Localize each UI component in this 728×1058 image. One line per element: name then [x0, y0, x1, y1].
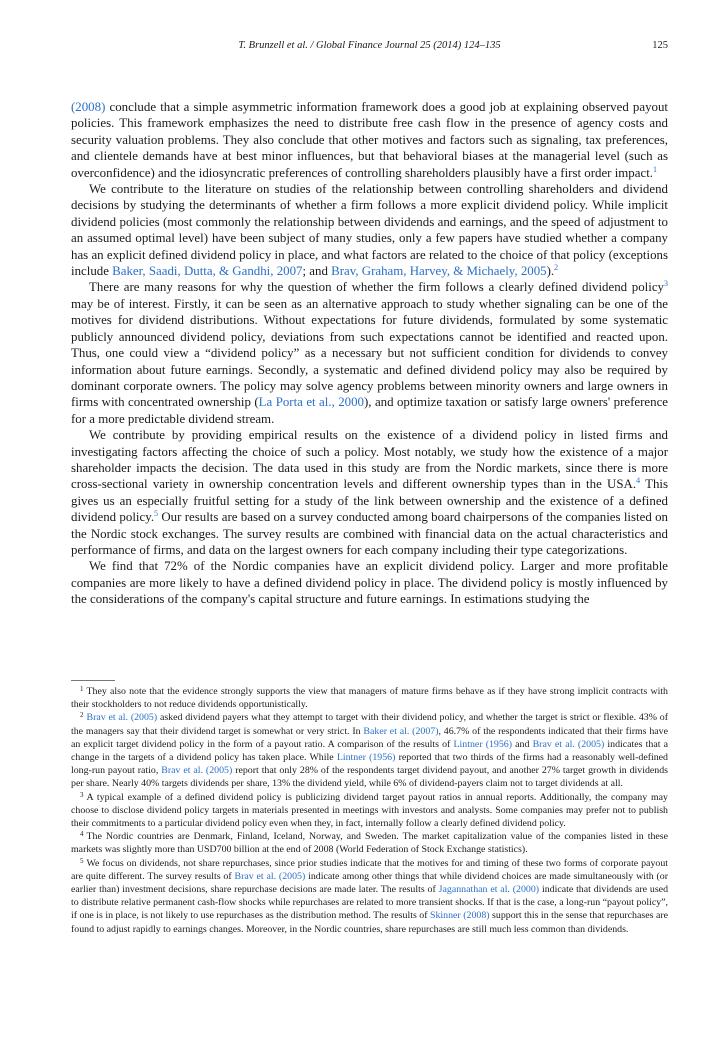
text-run: We contribute by providing empirical results on the existence of a dividend policy in listed firms and investigating factors affecting the choice of such a policy. Most notably, we study how the existence of a major shareholder impacts the decision. The data used in this study are from the Nordic markets, since there is more cross-sectional variety in ownership concentration levels and different ownership types than in the USA. [71, 428, 668, 492]
footnote-number: 4 [80, 830, 84, 839]
text-run: We contribute to the literature on studies of the relationship between controlling shareholders and dividend decisions by studying the determinants of whether a firm follows a more explicit dividend policy. While implicit dividend policies (most commonly the relationship between dividends and earnings, and the speed of adjustment to an assumed optimal level) have been subject of many studies, only a few papers have studied whether a company has an explicit defined dividend policy in place, and what factors are related to the choice of that policy (exceptions include [71, 182, 668, 279]
text-run: indicates that a change in the targets of a dividend policy has taken place. While [71, 738, 668, 764]
footnote-marker[interactable]: 1 [653, 164, 657, 174]
text-run: indicate that dividends are used to distribute relative permanent cash-flow shocks while repurchases are related to more transient shocks. If that is the case, a long-run “payout policy”, if one is in place, is not likely to use repurchases as the distribution method. The results of [71, 884, 669, 922]
text-run: This gives us an especially fruitful setting for a study of the link between ownership and the existence of a defined dividend policy. [71, 477, 668, 525]
citation-link[interactable]: La Porta et al., 2000 [258, 395, 365, 410]
paragraph-1 [71, 99, 668, 181]
text-run: , 46.7% of the respondents indicated that their firms have an explicit target dividend policy in the form of a payout ratio. A comparison of the results of [71, 725, 668, 750]
text-run: ). [546, 264, 555, 279]
citation-link[interactable]: Brav et al. (2005) [86, 712, 158, 724]
footnote-marker[interactable]: 2 [554, 263, 559, 273]
text-run: support this in the sense that repurchases are found to adjust rapidly to earnings changes. Moreover, in the Nordic countries, share repurchases are still much less common than dividends. [71, 910, 668, 935]
text-run: conclude that a simple asymmetric information framework does a good job at explaining observed payout policies. This framework emphasizes the need to distribute free cash flow in the presence of agency costs and security valuation problems. They also conclude that other motives and factors such as signaling, tax preferences, and clientele demands have at best minor influences, but that behavioral biases at the managerial level (such as overconfidence) and the idiosyncratic preferences of controlling shareholders plausibly have a first order impact. [71, 100, 668, 180]
article-body [71, 99, 668, 608]
footnote-number: 1 [80, 685, 84, 693]
text-run: Our results are based on a survey conducted among board chairpersons of the companies listed on the Nordic stock exchanges. The survey results are combined with financial data on the actual characteristics and performance of firms, and data on the largest owners for each company including their type categorizations. [71, 510, 668, 557]
footnote-2 [71, 711, 668, 790]
citation-link[interactable]: Jagannathan et al. (2000) [438, 884, 540, 896]
footnote-3 [71, 791, 668, 831]
citation-link[interactable]: Brav et al. (2005) [161, 765, 233, 777]
citation-link[interactable]: Brav, Graham, Harvey, & Michaely, 2005 [331, 264, 547, 279]
paragraph-5: We find that 72% of the Nordic companies have an explicit dividend policy. Larger and more profitable companies are more likely to have a defined dividend policy in place. The dividend policy is mostly influenced by the considerations of the company's capital structure and future earnings. In estimations studying the [71, 559, 668, 607]
footnotes [71, 685, 668, 936]
citation-link[interactable]: Baker, Saadi, Dutta, & Gandhi, 2007 [112, 264, 303, 279]
citation-link[interactable]: Lintner (1956) [453, 738, 513, 750]
text-run: ), and optimize taxation or satisfy large owners' preference for a more predictable dividend stream. [71, 395, 669, 426]
footnote-marker[interactable]: 5 [154, 509, 159, 519]
citation-link[interactable]: Baker et al. (2007) [363, 725, 439, 737]
citation-link[interactable]: (2008) [71, 100, 106, 114]
footnote-number: 2 [80, 711, 84, 720]
citation-link[interactable]: Skinner (2008) [430, 910, 490, 922]
text-run: may be of interest. Firstly, it can be seen as an alternative approach to study whether signaling can be one of the motives for dividend distributions. Without expectations for future dividends, formulated by some systematic publicly announced dividend policy, deviations from such expectations cannot be identified and reacted upon. Thus, one could view a “dividend policy” as a necessary but not sufficient condition for dividends to convey information about future earnings. Secondly, a systematic and defined dividend policy may also be required by dominant corporate owners. The policy may solve agency problems between minority owners and large owners in firms with concentrated ownership ( [71, 296, 668, 410]
text-run: The Nordic countries are Denmark, Finland, Iceland, Norway, and Sweden. The market capitalization value of the companies listed in these markets was slightly more than USD700 billion at the end of 2008 (World Federation of Stock Exchange statistics). [71, 831, 668, 856]
footnote-1 [71, 685, 668, 711]
citation-link[interactable]: Brav et al. (2005) [234, 870, 306, 882]
page-number: 125 [652, 40, 668, 51]
footnote-5 [71, 857, 668, 936]
text-run: ; and [302, 264, 332, 279]
footnote-number: 5 [80, 856, 84, 865]
paragraph-2 [71, 181, 668, 279]
text-run: report that only 28% of the respondents target dividend payout, and another 27% target growth in dividends per share. Nearly 40% targets dividends per share, 13% the dividend yield, while 6% of dividend-payers claim not to target dividends at all. [71, 765, 669, 790]
footnote-marker[interactable]: 3 [664, 279, 668, 289]
citation-link[interactable]: Brav et al. (2005) [532, 738, 605, 750]
text-run: There are many reasons for why the question of whether the firm follows a clearly defined dividend policy [89, 280, 664, 295]
text-run: reported that two thirds of the firms had a reasonably well-defined long-run payout ratio, [71, 752, 668, 777]
footnote-4 [71, 830, 668, 856]
text-run: They also note that the evidence strongly supports the view that managers of mature firms behave as if they have strong implicit contracts with their stockholders to not reduce dividends opportunistically. [71, 686, 668, 711]
text-run: indicate among other things that while dividend choices are made simultaneously with (or earlier than) investment decisions, share repurchase decisions are made later. The results of [71, 870, 668, 896]
text-run: We focus on dividends, not share repurchases, since prior studies indicate that the motives for and timing of these two forms of corporate payout are quite different. The survey results of [71, 857, 668, 882]
text-run: A typical example of a defined dividend policy is publicizing dividend target payout ratios in annual reports. Additionally, the company may choose to disclose dividend policy targets in materials presented in meetings with investors and analysts. Some companies may prefer not to publish their commitments to a particular dividend policy even when they, in fact, internally follow a clearly defined dividend policy. [71, 791, 668, 830]
paragraph-3 [71, 279, 668, 427]
text-run: and [512, 738, 533, 750]
running-head: T. Brunzell et al. / Global Finance Journal 25 (2014) 124–135 [238, 40, 501, 51]
text-run: asked dividend payers what they attempt to target with their dividend policy, and whether the target is strict or flexible. 43% of the managers say that their dividend target is somewhat or very strict. In [71, 712, 668, 737]
footnote-marker[interactable]: 4 [636, 476, 641, 486]
footnote-number: 3 [80, 790, 84, 799]
footnote-separator [71, 680, 115, 681]
page-header [71, 40, 668, 56]
paragraph-4 [71, 427, 668, 558]
citation-link[interactable]: Lintner (1956) [336, 752, 396, 764]
